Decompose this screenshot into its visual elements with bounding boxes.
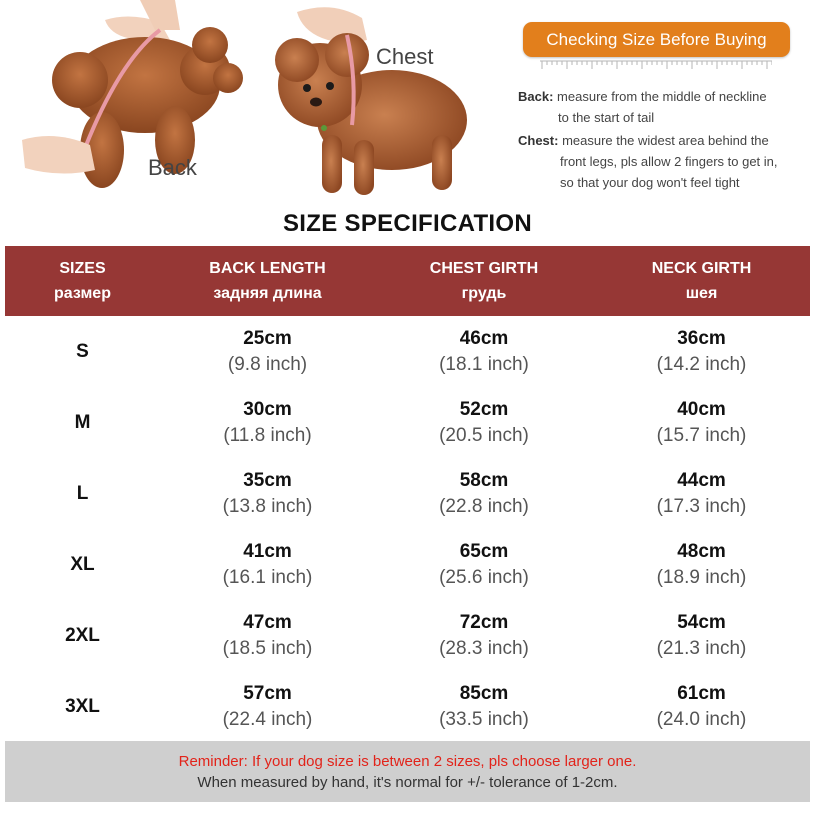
cm-value: 47cm: [243, 611, 292, 633]
cm-value: 54cm: [677, 611, 726, 633]
neck-girth-cell: [593, 316, 810, 387]
chest-measure-photo: [262, 0, 492, 205]
back-note-line2: to the start of tail: [558, 110, 655, 125]
chest-girth-cell: [375, 671, 593, 742]
column-header-chest-girth: [375, 246, 593, 316]
neck-girth-cell: [593, 529, 810, 600]
cm-value: 57cm: [243, 682, 292, 704]
chest-note-line2: front legs, pls allow 2 fingers to get in,: [560, 154, 778, 169]
cm-value: 58cm: [459, 469, 509, 491]
back-note-line1: measure from the middle of neckline: [557, 89, 767, 104]
inch-value: (16.1 inch): [222, 566, 313, 588]
column-header-sizes: [5, 246, 160, 316]
cm-value: 41cm: [243, 540, 292, 562]
inch-value: (13.8 inch): [222, 495, 313, 517]
column-header-en: BACK LENGTH: [209, 260, 326, 277]
cm-value: 36cm: [677, 327, 726, 349]
cm-value: 44cm: [677, 469, 726, 491]
chest-girth-cell: [375, 316, 593, 387]
inch-value: (28.3 inch): [439, 637, 529, 659]
cm-value: 52cm: [459, 398, 509, 420]
table-row: [5, 387, 810, 458]
checking-size-badge: Checking Size Before Buying: [523, 22, 790, 57]
neck-girth-cell: [593, 458, 810, 529]
table-row: [5, 316, 810, 387]
column-header-ru: размер: [54, 285, 111, 302]
neck-girth-cell: [593, 671, 810, 742]
size-cell: M: [74, 411, 91, 433]
table-row: [5, 458, 810, 529]
size-cell: 2XL: [65, 624, 100, 646]
inch-value: (24.0 inch): [656, 708, 747, 730]
inch-value: (9.8 inch): [227, 353, 308, 375]
inch-value: (18.9 inch): [656, 566, 747, 588]
reminder-text: Reminder: If your dog size is between 2 sizes, pls choose larger one.: [178, 752, 637, 770]
back-length-cell: [160, 387, 375, 458]
chest-measure-note: [518, 130, 778, 193]
column-header-en: SIZES: [59, 260, 106, 277]
chest-label: Chest: [376, 44, 434, 69]
cm-value: 35cm: [243, 469, 292, 491]
cm-value: 25cm: [243, 327, 292, 349]
cm-value: 30cm: [243, 398, 292, 420]
column-header-ru: грудь: [461, 285, 507, 302]
chest-girth-cell: [375, 529, 593, 600]
dog-back-illustration: [10, 0, 245, 205]
back-length-cell: [160, 529, 375, 600]
cm-value: 46cm: [459, 327, 509, 349]
inch-value: (11.8 inch): [223, 424, 312, 446]
inch-value: (14.2 inch): [656, 353, 747, 375]
inch-value: (18.5 inch): [222, 637, 313, 659]
cm-value: 85cm: [459, 682, 509, 704]
inch-value: (21.3 inch): [656, 637, 747, 659]
cm-value: 65cm: [459, 540, 509, 562]
tolerance-text: When measured by hand, it's normal for +/- tolerance of 1-2cm.: [197, 773, 618, 791]
chest-term: Chest:: [518, 133, 559, 148]
back-measure-photo: [10, 0, 245, 205]
size-cell: L: [76, 482, 89, 504]
size-cell: XL: [70, 553, 95, 575]
cm-value: 61cm: [677, 682, 726, 704]
chest-girth-cell: [375, 458, 593, 529]
inch-value: (17.3 inch): [656, 495, 747, 517]
cm-value: 40cm: [677, 398, 726, 420]
table-row: [5, 529, 810, 600]
back-term: Back:: [518, 89, 554, 104]
chest-note-line3: so that your dog won't feel tight: [560, 175, 740, 190]
inch-value: (33.5 inch): [439, 708, 529, 730]
footer-notice: [5, 741, 810, 802]
neck-girth-cell: [593, 387, 810, 458]
back-length-cell: [160, 458, 375, 529]
chest-girth-cell: [375, 600, 593, 671]
back-length-cell: [160, 316, 375, 387]
chest-note-line1: measure the widest area behind the: [562, 133, 769, 148]
column-header-en: CHEST GIRTH: [429, 260, 539, 277]
inch-value: (25.6 inch): [439, 566, 529, 588]
inch-value: (18.1 inch): [439, 353, 529, 375]
inch-value: (22.4 inch): [222, 708, 313, 730]
ruler-icon: [540, 60, 772, 72]
table-row: [5, 671, 810, 742]
back-length-cell: [160, 600, 375, 671]
size-cell: S: [76, 340, 89, 362]
column-header-neck-girth: [593, 246, 810, 316]
column-header-en: NECK GIRTH: [651, 260, 752, 277]
table-header: [5, 246, 810, 316]
page-title: SIZE SPECIFICATION: [283, 210, 532, 237]
cm-value: 48cm: [677, 540, 726, 562]
inch-value: (22.8 inch): [439, 495, 529, 517]
chest-girth-cell: [375, 387, 593, 458]
back-measure-note: [518, 86, 767, 128]
back-length-cell: [160, 671, 375, 742]
neck-girth-cell: [593, 600, 810, 671]
inch-value: (15.7 inch): [656, 424, 747, 446]
column-header-back-length: [160, 246, 375, 316]
column-header-ru: задняя длина: [213, 285, 322, 302]
back-label: Back: [148, 155, 197, 180]
inch-value: (20.5 inch): [439, 424, 529, 446]
table-row: [5, 600, 810, 671]
dog-chest-illustration: [262, 0, 492, 205]
column-header-ru: шея: [685, 285, 718, 302]
size-cell: 3XL: [65, 695, 100, 717]
cm-value: 72cm: [459, 611, 509, 633]
